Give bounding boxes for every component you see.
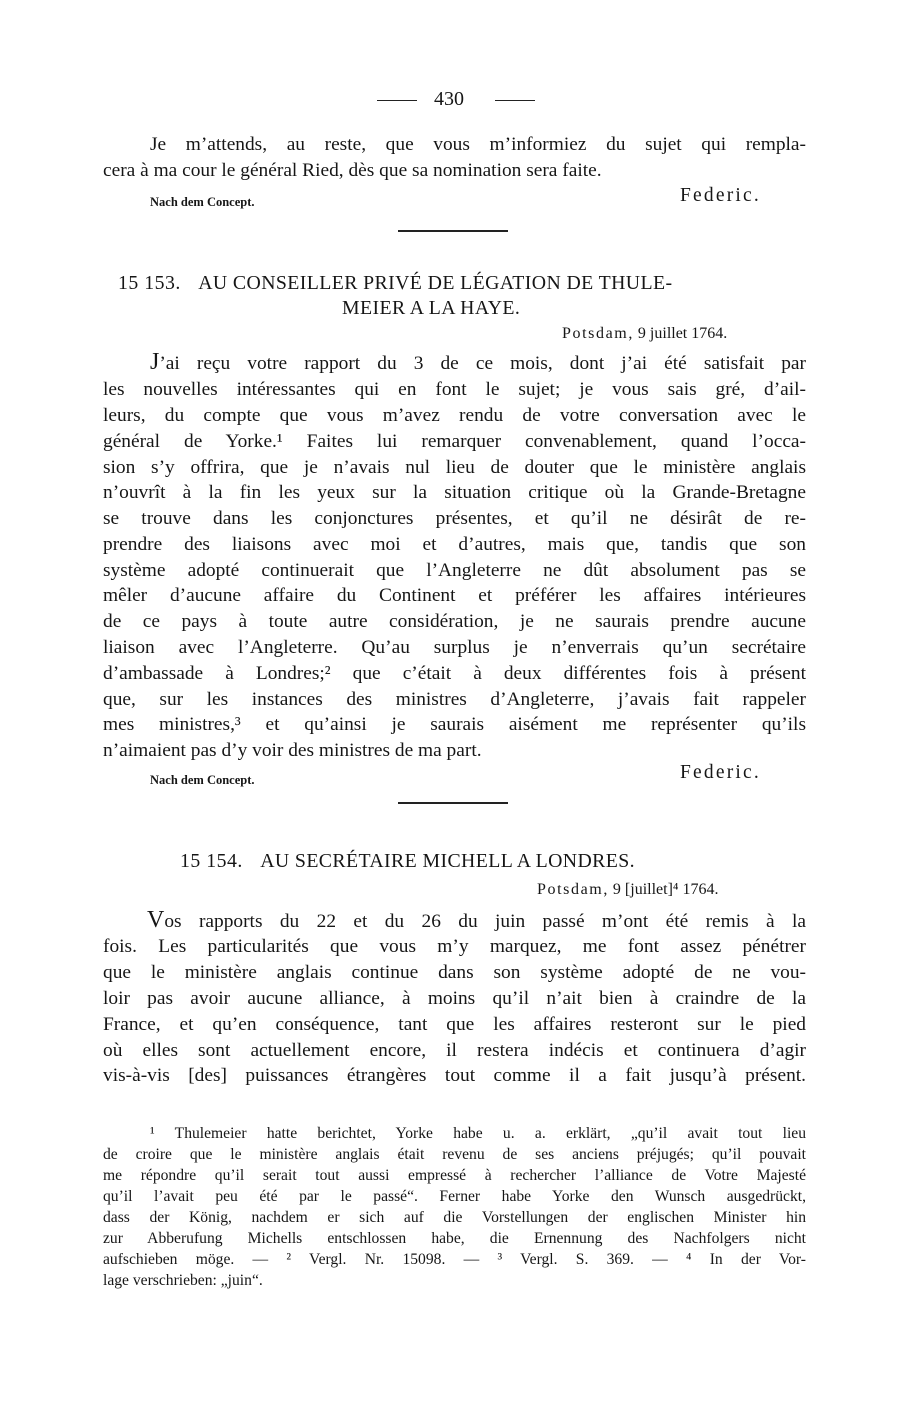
section-divider — [398, 230, 508, 232]
dateline-place: Potsdam, — [537, 881, 609, 898]
body-line: n’ouvrît à la fin les yeux sur la situation critique où la Grande-Bretagne — [103, 482, 806, 503]
header-dash-left — [377, 100, 417, 101]
body-line — [147, 907, 806, 934]
footnote-line: ¹ Thulemeier hatte berichtet, Yorke habe u. a. erklärt, „qu’il avait tout lieu — [150, 1125, 806, 1142]
footnote-line: zur Abberufung Michells entschlossen habe, die Ernennung des Nachfolgers nicht — [103, 1230, 806, 1247]
signature: Federic. — [680, 185, 761, 206]
dateline-place: Potsdam, — [562, 325, 634, 342]
body-line: liaison avec l’Angleterre. Qu’au surplus je n’enverrais qu’un secrétaire — [103, 637, 806, 658]
signature: Federic. — [680, 762, 761, 783]
body-line-text: os rapports du 22 et du 26 du juin passé m’ont été remis à la — [164, 911, 806, 932]
body-line — [150, 349, 806, 376]
body-line: fois. Les particularités que vous m’y marquez, me font assez pénétrer — [103, 936, 806, 957]
body-line: où elles sont actuellement encore, il restera indécis et continuera d’agir — [103, 1040, 806, 1061]
letter-addressee: AU CONSEILLER PRIVÉ DE LÉGATION DE THULE- — [198, 272, 673, 294]
dateline-date: 9 [juillet]⁴ 1764. — [612, 881, 719, 898]
body-line: loir pas avoir aucune alliance, à moins qu’il n’ait bien à craindre de la — [103, 988, 806, 1009]
letter-heading-15153 — [118, 272, 672, 295]
body-line: leurs, du compte que vous m’avez rendu de votre conversation avec le — [103, 405, 806, 426]
body-line: n’aimaient pas d’y voir des ministres de ma part. — [103, 740, 482, 761]
drop-initial: J — [150, 349, 160, 375]
body-line: mes ministres,³ et qu’ainsi je saurais aisément me représenter qu’ils — [103, 714, 806, 735]
body-line: les nouvelles intéressantes qui en font le sujet; je vous sais gré, d’ail- — [103, 379, 806, 400]
body-line: France, et qu’en conséquence, tant que les affaires resteront sur le pied — [103, 1014, 806, 1035]
dateline-date: 9 juillet 1764. — [637, 325, 728, 342]
body-line: de ce pays à toute autre considération, je ne saurais prendre aucune — [103, 611, 806, 632]
body-line: que le ministère anglais continue dans son système adopté de ne vou- — [103, 962, 806, 983]
dateline — [537, 881, 718, 899]
source-note: Nach dem Concept. — [150, 773, 255, 787]
body-line: sion s’y offrira, que je n’avais nul lieu de douter que le ministère anglais — [103, 457, 806, 478]
source-note: Nach dem Concept. — [150, 195, 255, 209]
letter-addressee-cont: MEIER A LA HAYE. — [342, 297, 521, 319]
letter-number: 15 154. — [180, 850, 243, 872]
body-line: se trouve dans les conjonctures présentes, et qu’il ne désirât de re- — [103, 508, 806, 529]
footnote-line: me répondre qu’il serait tout aussi empressé à rechercher l’alliance de Votre Majesté — [103, 1167, 806, 1184]
body-line: système adopté continuerait que l’Angleterre ne dût absolument pas se — [103, 560, 806, 581]
intro-line: Je m’attends, au reste, que vous m’informiez du sujet qui rempla- — [150, 134, 806, 155]
footnote-line: lage verschrieben: „juin“. — [103, 1272, 263, 1289]
intro-line: cera à ma cour le général Ried, dès que sa nomination sera faite. — [103, 160, 602, 181]
body-line: prendre des liaisons avec moi et d’autres, mais que, tandis que son — [103, 534, 806, 555]
body-line: général de Yorke.¹ Faites lui remarquer convenablement, quand l’occa- — [103, 431, 806, 452]
letter-addressee: AU SECRÉTAIRE MICHELL A LONDRES. — [260, 850, 635, 872]
letter-heading-15154 — [180, 850, 635, 873]
body-line: que, sur les instances des ministres d’Angleterre, j’avais fait rappeler — [103, 689, 806, 710]
body-line: vis-à-vis [des] puissances étrangères tout comme il a fait jusqu’à présent. — [103, 1065, 806, 1086]
footnote-line: dass der König, nachdem er sich auf die Vorstellungen der englischen Minister hin — [103, 1209, 806, 1226]
letter-number: 15 153. — [118, 272, 181, 294]
page-number: 430 — [434, 88, 464, 110]
dateline — [562, 325, 727, 343]
footnote-line: de croire que le ministère anglais était revenu de ses anciens préjugés; qu’il pouvait — [103, 1146, 806, 1163]
body-line-text: ’ai reçu votre rapport du 3 de ce mois, dont j’ai été satisfait par — [159, 353, 806, 374]
body-line: mêler d’aucune affaire du Continent et préférer les affaires intérieures — [103, 585, 806, 606]
footnote-line: aufschieben möge. — ² Vergl. Nr. 15098. — ³ Vergl. S. 369. — ⁴ In der Vor- — [103, 1251, 806, 1268]
drop-initial: V — [147, 907, 165, 933]
header-dash-right — [495, 100, 535, 101]
footnote-line: qu’il l’avait peu été par le passé“. Ferner habe Yorke den Wunsch ausgedrückt, — [103, 1188, 806, 1205]
body-line: d’ambassade à Londres;² que c’était à deux différentes fois à présent — [103, 663, 806, 684]
section-divider — [398, 802, 508, 804]
